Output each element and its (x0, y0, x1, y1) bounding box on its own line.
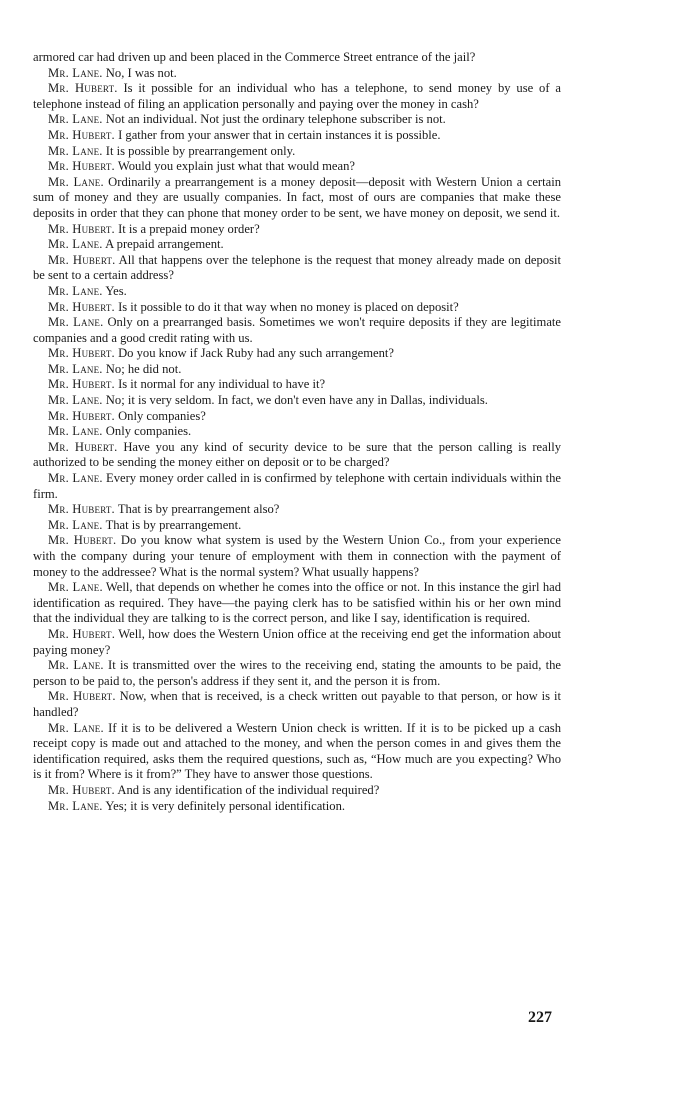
speaker: Mr. Hubert. (48, 81, 118, 96)
utterance: That is by prearrangement. (105, 517, 242, 532)
utterance: It is possible by prearrangement only. (105, 143, 296, 158)
speaker: Mr. Lane. (48, 361, 103, 376)
page-number: 227 (528, 1009, 552, 1026)
utterance: armored car had driven up and been placed in the Commerce Street entrance of the jail? (33, 50, 476, 64)
paragraph (33, 424, 561, 440)
utterance: Do you know what system is used by the Western Union Co., from your experience with the company during your tenure of employment with them in connection with the payment of money to the addressee? What is the normal system? What usually happens? (33, 533, 561, 579)
paragraph (33, 50, 561, 66)
speaker: Mr. Hubert. (48, 689, 116, 704)
speaker: Mr. Hubert. (48, 533, 117, 548)
utterance: Not an individual. Not just the ordinary telephone subscriber is not. (105, 112, 446, 127)
utterance: It is a prepaid money order? (118, 221, 260, 236)
paragraph (33, 440, 561, 471)
paragraph (33, 689, 561, 720)
paragraph (33, 222, 561, 238)
speaker: Mr. Hubert. (48, 127, 115, 142)
speaker: Mr. Lane. (48, 471, 103, 486)
paragraph (33, 627, 561, 658)
utterance: It is transmitted over the wires to the receiving end, stating the amounts to be paid, the person to be paid to, the person's address if they sent it, and the person it is from. (33, 658, 562, 688)
speaker: Mr. Hubert. (48, 626, 116, 641)
paragraph (33, 518, 561, 534)
paragraph (33, 346, 561, 362)
speaker: Mr. Lane. (48, 283, 103, 298)
speaker: Mr. Lane. (48, 237, 103, 252)
utterance: Well, how does the Western Union office at the receiving end get the information about paying money? (33, 626, 561, 657)
speaker: Mr. Lane. (48, 143, 103, 158)
utterance: All that happens over the telephone is the request that money already made on deposit be sent to a certain address? (33, 252, 561, 283)
utterance: I gather from your answer that in certain instances it is possible. (118, 127, 441, 142)
utterance: Yes; it is very definitely personal identification. (105, 798, 346, 813)
paragraph (33, 377, 561, 393)
utterance: That is by prearrangement also? (117, 502, 280, 517)
paragraph (33, 533, 561, 580)
speaker: Mr. Lane. (48, 65, 103, 80)
speaker: Mr. Hubert. (48, 782, 115, 797)
utterance: Ordinarily a prearrangement is a money deposit—deposit with Western Union a certain sum of money and they are usually companies. In fact, most of ours are companies that make these deposits in order that they can phone that money order to be sent, we have money on deposit, we send it. (33, 174, 561, 220)
speaker: Mr. Lane. (48, 517, 103, 532)
utterance: No, I was not. (105, 65, 177, 80)
speaker: Mr. Hubert. (48, 346, 115, 361)
speaker: Mr. Lane. (48, 798, 103, 813)
paragraph (33, 362, 561, 378)
speaker: Mr. Hubert. (48, 408, 115, 423)
utterance: And is any identification of the individual required? (117, 782, 380, 797)
utterance: No; it is very seldom. In fact, we don't even have any in Dallas, individuals. (105, 393, 488, 408)
utterance: If it is to be delivered a Western Union check is written. If it is to be picked up a cash receipt copy is made out and attached to the money, and when the person comes in and gives them the identification required, asks them the required questions, such as, “How much are you expecting? Who is it from? Where is it from?” They have to answer those questions. (33, 720, 561, 782)
utterance: Do you know if Jack Ruby had any such arrangement? (118, 346, 394, 361)
speaker: Mr. Hubert. (48, 159, 115, 174)
utterance: Is it possible to do it that way when no money is placed on deposit? (118, 299, 459, 314)
utterance: Only on a prearranged basis. Sometimes we won't require deposits if they are legitimate companies and a good credit rating with us. (33, 315, 562, 345)
paragraph (33, 66, 561, 82)
utterance: Every money order called in is confirmed by telephone with certain individuals within the firm. (33, 471, 561, 501)
utterance: Only companies? (118, 408, 206, 423)
speaker: Mr. Lane. (48, 424, 103, 439)
paragraph (33, 300, 561, 316)
paragraph (33, 237, 561, 253)
speaker: Mr. Hubert. (48, 221, 115, 236)
speaker: Mr. Hubert. (48, 252, 116, 267)
speaker: Mr. Lane. (48, 658, 104, 673)
paragraph (33, 284, 561, 300)
paragraph (33, 658, 561, 689)
paragraph (33, 175, 561, 222)
utterance: A prepaid arrangement. (105, 237, 224, 252)
utterance: Now, when that is received, is a check written out payable to that person, or how is it handled? (33, 689, 561, 719)
speaker: Mr. Hubert. (48, 299, 115, 314)
paragraph (33, 81, 561, 112)
paragraph (33, 128, 561, 144)
paragraph (33, 253, 561, 284)
speaker: Mr. Hubert. (48, 502, 115, 517)
utterance: Is it normal for any individual to have it? (118, 377, 326, 392)
paragraph (33, 783, 561, 799)
speaker: Mr. Lane. (48, 720, 104, 735)
utterance: No; he did not. (105, 361, 182, 376)
transcript-body (33, 50, 561, 814)
utterance: Have you any kind of security device to be sure that the person calling is really authorized to be sending the money either on deposit or to be charged? (33, 439, 562, 470)
utterance: Yes. (105, 283, 127, 298)
paragraph (33, 409, 561, 425)
utterance: Well, that depends on whether he comes into the office or not. In this instance the girl had identification as required. They have—the paying clerk has to be satisfied within his or her own mind that the individual they are talking to is the correct person, and like I say, identification is required. (33, 580, 562, 626)
speaker: Mr. Lane. (48, 174, 104, 189)
speaker: Mr. Hubert. (48, 439, 118, 454)
paragraph (33, 799, 561, 815)
speaker: Mr. Hubert. (48, 377, 115, 392)
paragraph (33, 580, 561, 627)
utterance: Only companies. (105, 424, 192, 439)
paragraph (33, 393, 561, 409)
speaker: Mr. Lane. (48, 580, 103, 595)
speaker: Mr. Lane. (48, 393, 103, 408)
utterance: Would you explain just what that would mean? (117, 159, 355, 174)
speaker: Mr. Lane. (48, 315, 104, 330)
paragraph (33, 502, 561, 518)
speaker: Mr. Lane. (48, 112, 103, 127)
paragraph (33, 471, 561, 502)
paragraph (33, 159, 561, 175)
paragraph (33, 144, 561, 160)
paragraph (33, 112, 561, 128)
paragraph (33, 721, 561, 783)
utterance: Is it possible for an individual who has a telephone, to send money by use of a telephone instead of filing an application personally and paying over the money in cash? (33, 81, 561, 111)
paragraph (33, 315, 561, 346)
